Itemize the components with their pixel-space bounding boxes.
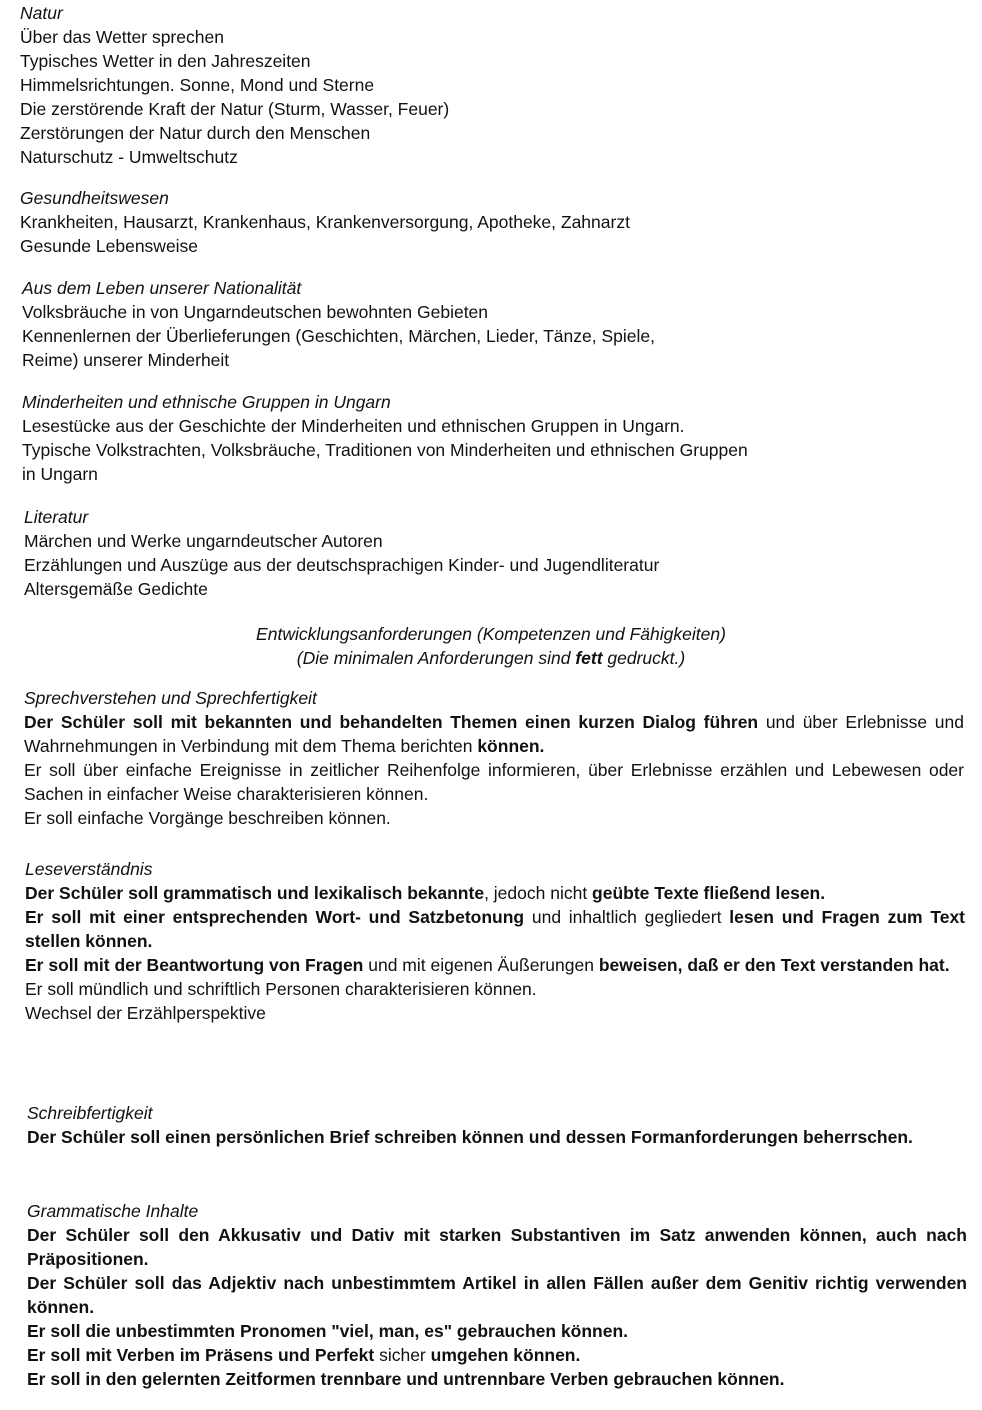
text-line: Die zerstörende Kraft der Natur (Sturm, Wasser, Feuer) <box>20 99 450 119</box>
section-sprechverstehen <box>24 686 964 830</box>
requirements-title: Entwicklungsanforderungen (Kompetenzen und Fähigkeiten) <box>256 624 726 644</box>
section-leseverstaendnis <box>25 857 965 1025</box>
paragraph: Er soll in den gelernten Zeitformen trennbare und untrennbare Verben gebrauchen können. <box>27 1369 785 1389</box>
section-natur <box>20 1 449 169</box>
bold-text: Er soll mit einer entsprechenden Wort- und Satzbetonung <box>25 907 525 927</box>
section-heading: Grammatische Inhalte <box>27 1201 199 1221</box>
text-line: Typisches Wetter in den Jahreszeiten <box>20 51 311 71</box>
bold-text: umgehen können. <box>430 1345 581 1365</box>
text-line: Altersgemäße Gedichte <box>24 579 208 599</box>
section-minderheiten <box>22 390 748 486</box>
paragraph <box>25 881 965 905</box>
normal-text: und über Erlebnisse und Wahrnehmungen in Verbindung mit dem Thema berichten <box>24 712 965 756</box>
section-nationalitaet <box>22 276 655 372</box>
text-line: Lesestücke aus der Geschichte der Minderheiten und ethnischen Gruppen in Ungarn. <box>22 416 685 436</box>
normal-text: sicher <box>374 1345 431 1365</box>
text-line: Naturschutz - Umweltschutz <box>20 147 238 167</box>
section-gesundheitswesen <box>20 186 630 258</box>
paragraph <box>27 1343 967 1367</box>
section-heading: Schreibfertigkeit <box>27 1103 153 1123</box>
section-grammatik <box>27 1199 967 1391</box>
bold-text: Er soll mit der Beantwortung von Fragen <box>25 955 364 975</box>
note-text-end: gedruckt.) <box>602 648 686 668</box>
paragraph: Der Schüler soll den Akkusativ und Dativ mit starken Substantiven im Satz anwenden können, auch nach Präpositionen. <box>27 1225 967 1269</box>
requirements-title-block <box>0 622 982 670</box>
section-literatur <box>24 505 659 601</box>
bold-text: geübte Texte fließend lesen. <box>592 883 826 903</box>
section-heading: Aus dem Leben unserer Nationalität <box>22 278 302 298</box>
paragraph: Er soll über einfache Ereignisse in zeitlicher Reihenfolge informieren, über Erlebnisse erzählen und Lebewesen oder Sachen in einfacher Weise charakterisieren können. <box>24 760 964 804</box>
paragraph <box>24 710 964 758</box>
bold-text: können. <box>477 736 545 756</box>
paragraph: Der Schüler soll einen persönlichen Brief schreiben können und dessen Formanforderungen beherrschen. <box>27 1127 913 1147</box>
paragraph: Er soll die unbestimmten Pronomen "viel, man, es" gebrauchen können. <box>27 1321 629 1341</box>
bold-text: Der Schüler soll grammatisch und lexikalisch bekannte <box>25 883 485 903</box>
normal-text: , jedoch nicht <box>484 883 593 903</box>
paragraph: Der Schüler soll das Adjektiv nach unbestimmtem Artikel in allen Fällen außer dem Genitiv richtig verwenden können. <box>27 1273 967 1317</box>
text-line: Volksbräuche in von Ungarndeutschen bewohnten Gebieten <box>22 302 489 322</box>
text-line: Gesunde Lebensweise <box>20 236 199 256</box>
text-line: Zerstörungen der Natur durch den Menschen <box>20 123 371 143</box>
section-heading: Natur <box>20 3 63 23</box>
text-line: Über das Wetter sprechen <box>20 27 224 47</box>
text-line: in Ungarn <box>22 464 98 484</box>
section-heading: Minderheiten und ethnische Gruppen in Ungarn <box>22 392 391 412</box>
paragraph: Er soll einfache Vorgänge beschreiben können. <box>24 808 391 828</box>
normal-text: und inhaltlich gegliedert <box>524 907 730 927</box>
text-line: Erzählungen und Auszüge aus der deutschsprachigen Kinder- und Jugendliteratur <box>24 555 660 575</box>
paragraph: Wechsel der Erzählperspektive <box>25 1003 266 1023</box>
bold-text: Der Schüler soll mit bekannten und behandelten Themen einen kurzen Dialog führen <box>24 712 759 732</box>
section-heading: Gesundheitswesen <box>20 188 169 208</box>
paragraph <box>25 905 965 953</box>
section-heading: Sprechverstehen und Sprechfertigkeit <box>24 688 317 708</box>
note-text: (Die minimalen Anforderungen sind <box>296 648 576 668</box>
text-line: Krankheiten, Hausarzt, Krankenhaus, Krankenversorgung, Apotheke, Zahnarzt <box>20 212 630 232</box>
section-heading: Leseverständnis <box>25 859 153 879</box>
text-line: Kennenlernen der Überlieferungen (Geschichten, Märchen, Lieder, Tänze, Spiele, <box>22 326 655 346</box>
paragraph <box>25 953 965 977</box>
text-line: Typische Volkstrachten, Volksbräuche, Traditionen von Minderheiten und ethnischen Gruppen <box>22 440 748 460</box>
normal-text: und mit eigenen Äußerungen <box>363 955 599 975</box>
text-line: Himmelsrichtungen. Sonne, Mond und Sterne <box>20 75 375 95</box>
bold-text: lesen und Fragen zum Text stellen können. <box>25 907 965 951</box>
bold-text: beweisen, daß er den Text verstanden hat. <box>598 955 950 975</box>
note-bold-text: fett <box>575 648 603 668</box>
bold-text: Er soll mit Verben im Präsens und Perfekt <box>27 1345 375 1365</box>
text-line: Märchen und Werke ungarndeutscher Autoren <box>24 531 383 551</box>
requirements-note <box>0 646 982 670</box>
text-line: Reime) unserer Minderheit <box>22 350 230 370</box>
section-schreibfertigkeit <box>27 1101 967 1149</box>
section-heading: Literatur <box>24 507 89 527</box>
paragraph: Er soll mündlich und schriftlich Personen charakterisieren können. <box>25 979 537 999</box>
